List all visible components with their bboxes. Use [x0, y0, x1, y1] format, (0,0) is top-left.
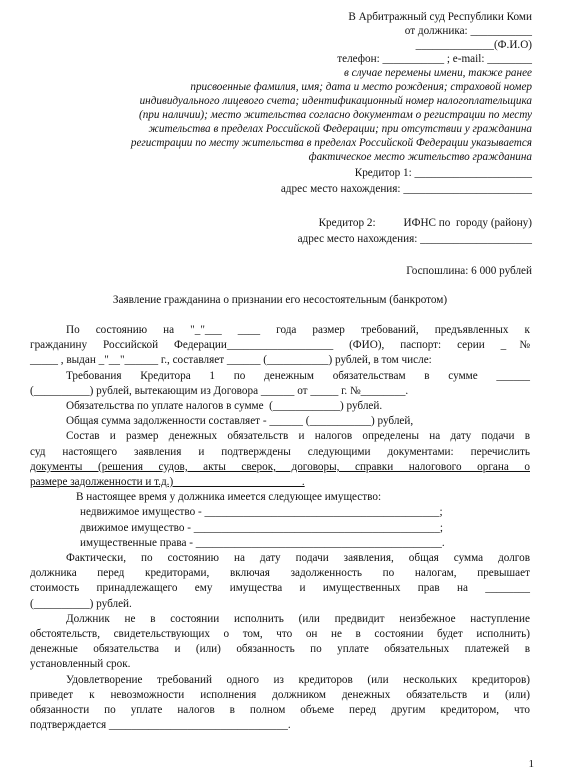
header-line: в случае перемены имени, также ранее	[343, 67, 532, 79]
body-line: стоимость принадлежащего ему имущества и имущественных прав на ________	[30, 582, 530, 595]
header-line: (при наличии); место жительства согласно документам о регистрации по месту	[138, 109, 532, 121]
body-line: приведет к невозможности исполнения должником денежных обязательств и (или)	[30, 688, 530, 701]
body-line: (__________) рублей, вытекающим из Договора ______ от _____ г. №________.	[30, 384, 409, 397]
body-line: движимое имущество - ____________________________________________;	[80, 521, 443, 534]
header-line: присвоенные фамилия, имя; дата и место рождения; страховой номер	[190, 81, 532, 93]
body-line: суд настоящего заявления и подтверждены следующими документами: перечислить	[30, 445, 530, 458]
header-line: адрес место нахождения: ____________________	[297, 233, 532, 245]
body-line: подтверждается ________________________________.	[30, 719, 291, 732]
header-line: В Арбитражный суд Республики Коми	[348, 11, 532, 23]
header-line: Кредитор 1: _____________________	[354, 167, 532, 179]
body-line: обязанности по уплате налогов в полном объеме перед другим кредитором, что	[30, 704, 530, 716]
body-line: денежные обязательства и (или) обязанность по уплате обязательных платежей в	[30, 643, 530, 656]
header-line: фактическое место жительство гражданина	[308, 151, 532, 163]
page-number: 1	[528, 758, 534, 770]
header-line: Госпошлина: 6 000 рублей	[406, 265, 532, 277]
body-line: Обязательства по уплате налогов в сумме (____________) рублей.	[66, 400, 383, 412]
body-line: установленный срок.	[30, 658, 131, 671]
body-line: Требования Кредитора 1 по денежным обязательствам в сумме ______	[66, 369, 530, 382]
body-line: обстоятельств, свидетельствующих о том, что он не в состоянии будет исполнить)	[30, 628, 530, 640]
body-line: Общая сумма задолженности составляет - ______ (___________) рублей,	[66, 415, 414, 428]
body-line: (__________) рублей.	[30, 597, 132, 610]
header-line: адрес место нахождения: _______________________	[280, 183, 532, 195]
body-line: В настоящее время у должника имеется следующее имущество:	[76, 491, 382, 504]
document-title: Заявление гражданина о признании его несостоятельным (банкротом)	[112, 294, 448, 306]
body-line: должника перед кредиторами, включая задолженность по налогам, превышает	[30, 567, 530, 580]
body-line: _____ , выдан _"__"______ г., составляет ______ (___________) рублей, в том числе:	[30, 354, 432, 367]
body-line: имущественные права - ____________________________________________.	[80, 536, 445, 549]
body-line: По состоянию на "_"___ ____ года размер требований, предъявленных к	[66, 324, 530, 336]
header-line: индивидуального лицевого счета; идентификационный номер налогоплательщика	[139, 95, 532, 107]
body-line: Фактически, по состоянию на дату подачи заявления, общая сумма долгов	[66, 552, 530, 564]
header-line: телефон: ___________ ; e-mail: ________	[337, 53, 532, 65]
body-line: документы (решения судов, акты сверок, договоры, справки налогового органа о	[30, 460, 530, 473]
body-line: Удовлетворение требований одного из кредиторов (или нескольких кредиторов)	[66, 673, 530, 686]
header-line: Кредитор 2: ИФНС по городу (району)	[318, 217, 532, 229]
body-line: гражданину Российской Федерации___________________ (ФИО), паспорт: серии _№	[30, 339, 530, 352]
header-line: ______________(Ф.И.О)	[415, 39, 532, 51]
body-line: Состав и размер денежных обязательств и налогов определены на дату подачи в	[66, 430, 530, 443]
header-line: от должника: ___________	[404, 25, 532, 37]
header-line: регистрации по месту жительства в пределах Российской Федерации указывается	[130, 137, 532, 149]
body-line: Должник не в состоянии исполнить (или предвидит неизбежное наступление	[66, 612, 530, 625]
body-line: недвижимое имущество - __________________________________________;	[80, 506, 443, 519]
body-line: размере задолженности и т.д.)_______________________.	[30, 476, 305, 488]
header-line: жительства в пределах Российской Федерации; при отсутствии у гражданина	[148, 123, 532, 135]
